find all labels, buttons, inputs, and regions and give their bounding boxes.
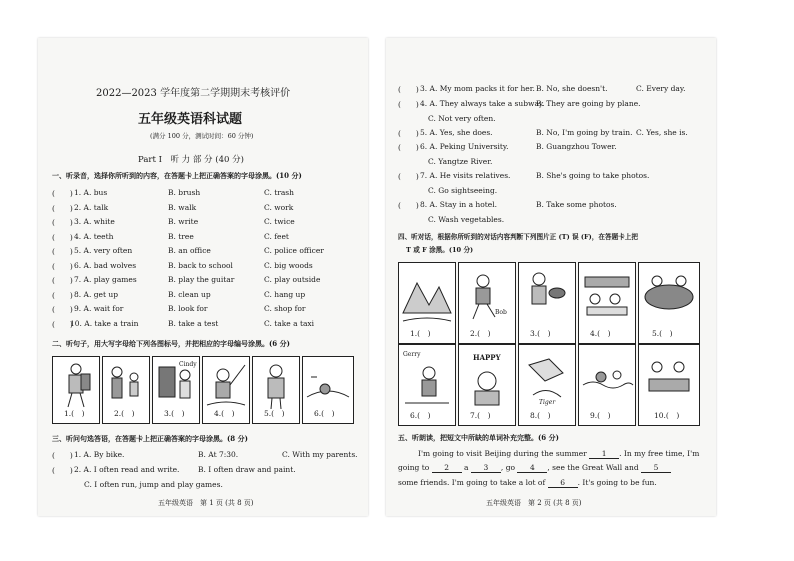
label-happy: HAPPY <box>473 353 501 362</box>
s3-option-c: C. Yes, she is. <box>636 128 688 137</box>
s3-option-b: B. She's going to take photos. <box>536 171 650 180</box>
s3-option-b: B. They are going by plane. <box>536 99 641 108</box>
s1-paren[interactable]: ( ) <box>52 320 73 329</box>
s5-line-1: I'm going to visit Beijing during the summer 1 . In my free time, I'm <box>418 449 700 458</box>
page-footer: 五年级英语 第 2 页 (共 8 页) <box>486 499 582 507</box>
s3-option-a: 2. A. I often read and write. <box>74 465 180 474</box>
s1-option-b: B. tree <box>168 232 194 241</box>
s1-option-b: B. back to school <box>168 261 233 270</box>
label-gerry: Gerry <box>403 351 421 358</box>
s3-option-c: C. With my parents. <box>282 450 358 459</box>
s1-option-c: C. big woods <box>264 261 313 270</box>
s3-option-a: 4. A. They always take a subway. <box>420 99 545 108</box>
s5-blank-4[interactable]: 4 <box>517 463 547 473</box>
exam-page-1 <box>38 38 368 516</box>
s3-paren[interactable]: ( ) <box>398 100 419 109</box>
s3-option-b: B. I often draw and paint. <box>198 465 296 474</box>
s1-paren[interactable]: ( ) <box>52 218 73 227</box>
s1-option-a: 10. A. take a train <box>70 319 139 328</box>
s1-option-a: 7. A. play games <box>74 275 137 284</box>
s3-option-a: 7. A. He visits relatives. <box>420 171 511 180</box>
s1-option-b: B. take a test <box>168 319 219 328</box>
s1-option-b: B. look for <box>168 304 208 313</box>
s1-paren[interactable]: ( ) <box>52 276 73 285</box>
s2-caption[interactable]: 6.( ) <box>314 409 335 418</box>
s1-option-c: C. play outside <box>264 275 321 284</box>
s1-option-c: C. twice <box>264 217 295 226</box>
s1-option-c: C. police officer <box>264 246 324 255</box>
s1-option-c: C. take a taxi <box>264 319 315 328</box>
exam-page-2 <box>386 38 716 516</box>
s5-line-3: some friends. I'm going to take a lot of 6 . It's going to be fun. <box>398 478 657 487</box>
s4-caption[interactable]: 2.( ) <box>470 329 491 338</box>
s3-option-b: B. Take some photos. <box>536 200 617 209</box>
s3-paren[interactable]: ( ) <box>52 451 73 460</box>
s1-option-c: C. shop for <box>264 304 306 313</box>
s1-option-b: B. an office <box>168 246 211 255</box>
s3-option-a: 6. A. Peking University. <box>420 142 509 151</box>
s5-line-2: going to 2 a 3 , go 4 , see the Great Wall and 5 <box>398 463 671 473</box>
s1-option-a: 4. A. teeth <box>74 232 114 241</box>
s2-caption[interactable]: 4.( ) <box>214 409 235 418</box>
s1-option-a: 2. A. talk <box>74 203 109 212</box>
s2-caption[interactable]: 1.( ) <box>64 409 85 418</box>
s5-blank-2[interactable]: 2 <box>432 463 462 473</box>
section5-heading: 五、听朗读，把短文中所缺的单词补充完整。(6 分) <box>398 433 559 442</box>
s3-option-b: B. At 7:30. <box>198 450 239 459</box>
s4-caption[interactable]: 9.( ) <box>590 411 611 420</box>
s1-option-a: 9. A. wait for <box>74 304 124 313</box>
part-heading: Part I 听 力 部 分 (40 分) <box>138 155 244 165</box>
s3-option-c: C. Not very often. <box>428 114 496 123</box>
s3-option-b: B. No, she doesn't. <box>536 84 608 93</box>
s5-blank-3[interactable]: 3 <box>471 463 501 473</box>
s3-option-a: 3. A. My mom packs it for her. <box>420 84 535 93</box>
s3-option-b: B. No, I'm going by train. <box>536 128 633 137</box>
s3-paren[interactable]: ( ) <box>398 201 419 210</box>
s4-caption[interactable]: 4.( ) <box>590 329 611 338</box>
section2-heading: 二、听句子，用大写字母给下列各图标号，并把相应的字母编号涂黑。(6 分) <box>52 339 290 348</box>
page-footer: 五年级英语 第 1 页 (共 8 页) <box>158 499 254 507</box>
s3-paren[interactable]: ( ) <box>398 85 419 94</box>
s4-caption[interactable]: 1.( ) <box>410 329 431 338</box>
s5-blank-5[interactable]: 5 <box>641 463 671 473</box>
s2-caption[interactable]: 3.( ) <box>164 409 185 418</box>
s1-option-c: C. hang up <box>264 290 306 299</box>
s2-caption[interactable]: 2.( ) <box>114 409 135 418</box>
s3-paren[interactable]: ( ) <box>398 143 419 152</box>
s3-option-c: C. Wash vegetables. <box>428 215 505 224</box>
s1-option-a: 3. A. white <box>74 217 115 226</box>
s1-paren[interactable]: ( ) <box>52 204 73 213</box>
s5-blank-1[interactable]: 1 <box>589 449 619 459</box>
s3-option-c: C. Go sightseeing. <box>428 186 498 195</box>
s3-option-c: C. Every day. <box>636 84 686 93</box>
s1-option-c: C. trash <box>264 188 294 197</box>
s3-paren[interactable]: ( ) <box>398 129 419 138</box>
exam-header: 2022—2023 学年度第二学期期末考核评价 <box>96 88 291 99</box>
s1-option-c: C. work <box>264 203 294 212</box>
s1-option-a: 5. A. very often <box>74 246 133 255</box>
s1-option-b: B. play the guitar <box>168 275 235 284</box>
s1-option-a: 8. A. get up <box>74 290 118 299</box>
s1-paren[interactable]: ( ) <box>52 262 73 271</box>
label-bob: Bob <box>495 309 507 316</box>
s1-option-a: 6. A. bad wolves <box>74 261 137 270</box>
s4-caption[interactable]: 7.( ) <box>470 411 491 420</box>
exam-info: (满分 100 分，测试时间：60 分钟) <box>150 132 254 140</box>
s1-paren[interactable]: ( ) <box>52 291 73 300</box>
s5-blank-6[interactable]: 6 <box>548 478 578 488</box>
s1-paren[interactable]: ( ) <box>52 305 73 314</box>
s4-caption[interactable]: 8.( ) <box>530 411 551 420</box>
s4-caption[interactable]: 6.( ) <box>410 411 431 420</box>
s3-option-a: 5. A. Yes, she does. <box>420 128 493 137</box>
s4-caption[interactable]: 5.( ) <box>652 329 673 338</box>
section4-heading-cont: T 或 F 涂黑。(10 分) <box>406 246 474 254</box>
s1-option-c: C. feet <box>264 232 289 241</box>
label-tiger: Tiger <box>539 399 556 406</box>
s1-option-b: B. walk <box>168 203 197 212</box>
s1-option-b: B. write <box>168 217 199 226</box>
section1-heading: 一、听录音，选择你所听到的内容，在答题卡上把正确答案的字母涂黑。(10 分) <box>52 171 302 180</box>
exam-title: 五年级英语科试题 <box>138 112 243 127</box>
section4-heading: 四、听对话，根据你所听到的对话内容判断下列图片正 (T) 误 (F)，在答题卡上把 <box>398 233 638 241</box>
s1-paren[interactable]: ( ) <box>52 233 73 242</box>
s1-option-b: B. clean up <box>168 290 211 299</box>
label-cindy: Cindy <box>179 361 197 368</box>
s3-option-c: C. I often run, jump and play games. <box>84 480 223 489</box>
s3-paren[interactable]: ( ) <box>398 172 419 181</box>
s1-paren[interactable]: ( ) <box>52 247 73 256</box>
s3-option-a: 1. A. By bike. <box>74 450 125 459</box>
s3-option-b: B. Guangzhou Tower. <box>536 142 617 151</box>
s3-option-a: 8. A. Stay in a hotel. <box>420 200 498 209</box>
s4-caption[interactable]: 10.( ) <box>654 411 680 420</box>
s1-option-b: B. brush <box>168 188 201 197</box>
section3-heading: 三、听问句选答语，在答题卡上把正确答案的字母涂黑。(8 分) <box>52 434 248 443</box>
s3-paren[interactable]: ( ) <box>52 466 73 475</box>
s1-option-a: 1. A. bus <box>74 188 108 197</box>
s1-paren[interactable]: ( ) <box>52 189 73 198</box>
s3-option-c: C. Yangtze River. <box>428 157 493 166</box>
s4-caption[interactable]: 3.( ) <box>530 329 551 338</box>
s2-caption[interactable]: 5.( ) <box>264 409 285 418</box>
